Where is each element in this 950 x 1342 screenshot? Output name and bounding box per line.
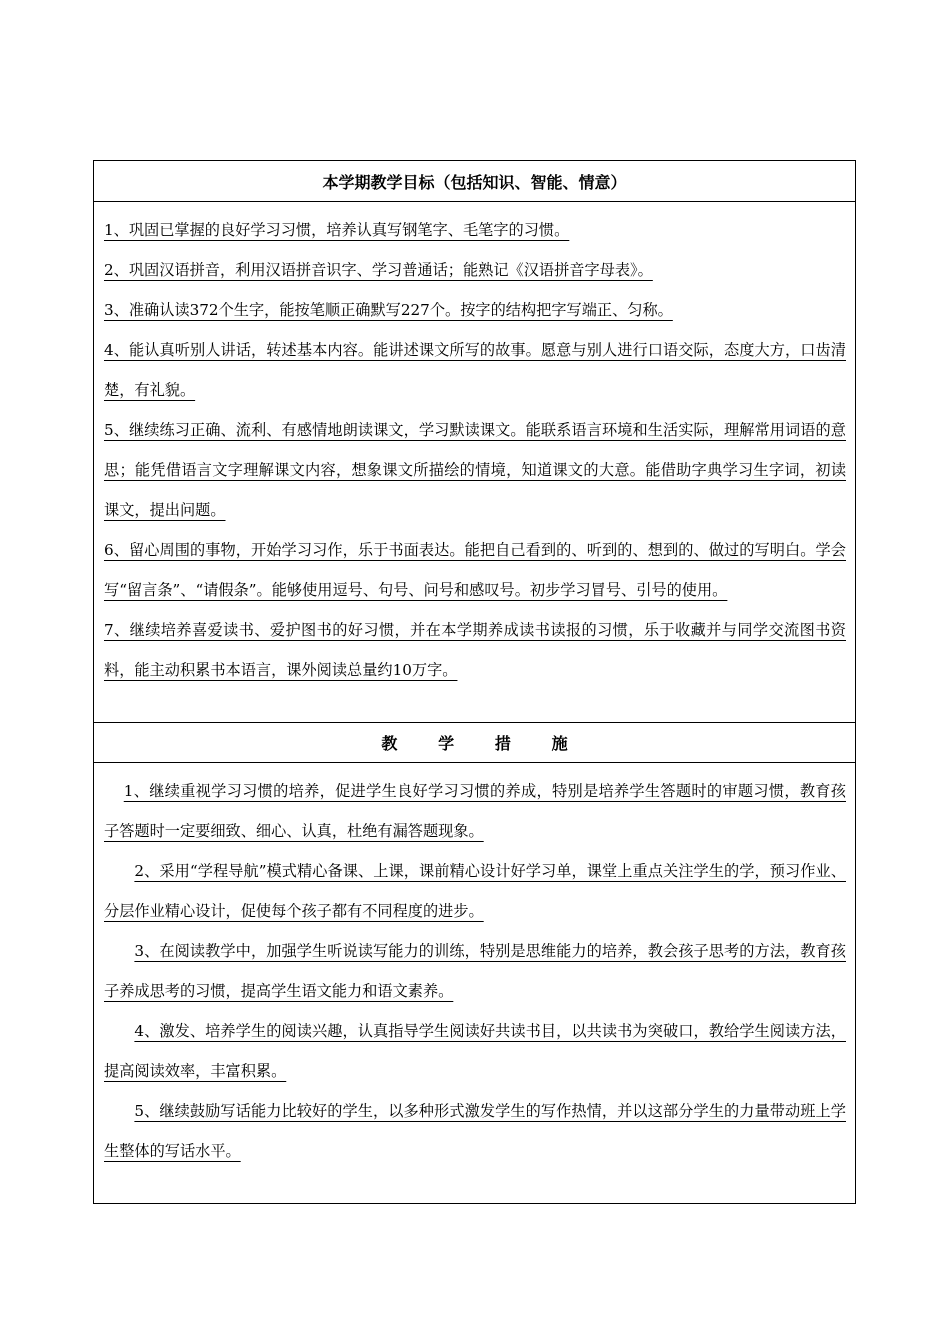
goal-item-5: 5、继续练习正确、流利、有感情地朗读课文，学习默读课文。能联系语言环境和生活实际，理解常用词语的意思；能凭借语言文字理解课文内容，想象课文所描绘的情境，知道课文的大意。能借助字典学习生字词，初读课文，提出问题。 — [104, 421, 846, 519]
measures-title: 教 学 措 施 — [381, 734, 568, 753]
goal-item-4: 4、能认真听别人讲话，转述基本内容。能讲述课文所写的故事。愿意与别人进行口语交际，态度大方，口齿清楚，有礼貌。 — [104, 341, 846, 399]
goal-item-1: 1、巩固已掌握的良好学习习惯，培养认真写钢笔字、毛笔字的习惯。 — [104, 221, 570, 239]
goal-item-7: 7、继续培养喜爱读书、爱护图书的好习惯，并在本学期养成读书读报的习惯，乐于收藏并与同学交流图书资料，能主动积累书本语言，课外阅读总量约10万字。 — [104, 621, 846, 679]
plan-table — [93, 160, 856, 1204]
goal-item-3: 3、准确认读372个生字，能按笔顺正确默写227个。按字的结构把字写端正、匀称。 — [104, 301, 673, 319]
goal-item-6: 6、留心周围的事物，开始学习习作，乐于书面表达。能把自己看到的、听到的、想到的、做过的写明白。学会写“留言条”、“请假条”。能够使用逗号、句号、问号和感叹号。初步学习冒号、引号的使用。 — [104, 541, 846, 599]
measure-item-2: 2、采用“学程导航”模式精心备课、上课，课前精心设计好学习单，课堂上重点关注学生的学，预习作业、分层作业精心设计，促使每个孩子都有不同程度的进步。 — [104, 862, 846, 920]
measures-header — [94, 723, 855, 763]
measure-item-1: 1、继续重视学习习惯的培养，促进学生良好学习习惯的养成，特别是培养学生答题时的审题习惯，教育孩子答题时一定要细致、细心、认真，杜绝有漏答题现象。 — [104, 782, 846, 840]
measures-content — [94, 763, 855, 1171]
goals-title: 本学期教学目标（包括知识、智能、情意） — [322, 172, 627, 192]
measure-item-4: 4、激发、培养学生的阅读兴趣，认真指导学生阅读好共读书目，以共读书为突破口，教给学生阅读方法，提高阅读效率，丰富积累。 — [104, 1022, 846, 1080]
measure-item-5: 5、继续鼓励写话能力比较好的学生，以多种形式激发学生的写作热情，并以这部分学生的力量带动班上学生整体的写话水平。 — [104, 1102, 846, 1160]
goals-content — [94, 202, 855, 723]
goals-header — [94, 161, 855, 202]
goal-item-2: 2、巩固汉语拼音，利用汉语拼音识字、学习普通话；能熟记《汉语拼音字母表》。 — [104, 261, 653, 279]
measure-item-3: 3、在阅读教学中，加强学生听说读写能力的训练，特别是思维能力的培养，教会孩子思考的方法，教育孩子养成思考的习惯，提高学生语文能力和语文素养。 — [104, 942, 846, 1000]
